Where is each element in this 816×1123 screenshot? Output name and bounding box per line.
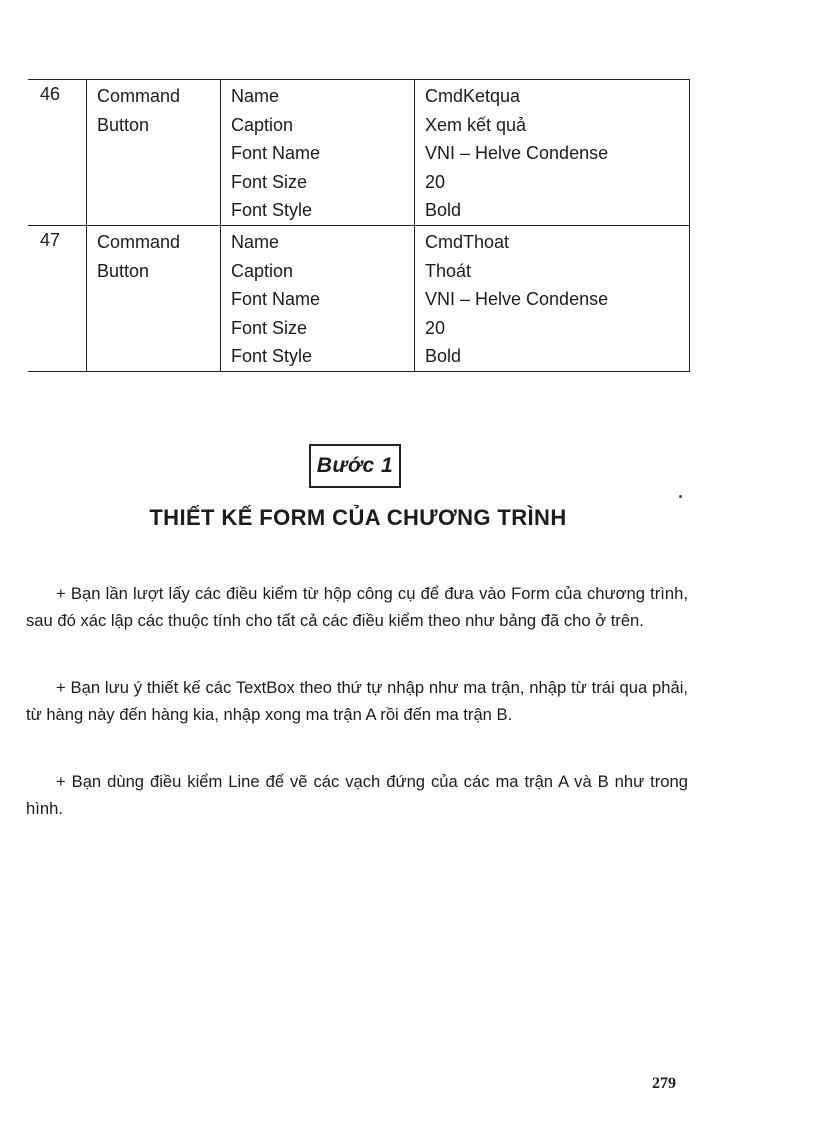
control-type-line: Command (97, 86, 181, 106)
scan-dot (679, 495, 682, 498)
property-value: VNI – Helve Condense (425, 143, 609, 164)
properties-table (28, 79, 690, 372)
property-values (415, 80, 690, 226)
property-value: Thoát (425, 260, 472, 281)
property-name: Font Size (231, 171, 308, 192)
property-names (221, 80, 415, 226)
property-names (221, 225, 415, 371)
property-value: 20 (425, 317, 446, 338)
property-value: VNI – Helve Condense (425, 289, 609, 310)
property-values (415, 225, 690, 371)
row-number: 47 (28, 225, 87, 371)
property-name: Font Size (231, 317, 308, 338)
property-value: Xem kết quả (425, 114, 527, 135)
property-value: 20 (425, 171, 446, 192)
control-type-line: Button (97, 260, 150, 281)
paragraph-text: + Bạn lưu ý thiết kế các TextBox theo thứ tự nhập như ma trận, nhập từ trái qua phải, từ hàng này đến hàng kia, nhập xong ma trận A rồi đến ma trận B. (26, 678, 688, 724)
paragraph-text: + Bạn lần lượt lấy các điều kiểm từ hộp công cụ để đưa vào Form của chương trình, sau đó xác lập các thuộc tính cho tất cả các điều kiểm theo như bảng đã cho ở trên. (26, 584, 688, 630)
section-title: THIẾT KẾ FORM CỦA CHƯƠNG TRÌNH (149, 505, 567, 530)
step-label-box (309, 444, 401, 488)
paragraph (26, 581, 688, 634)
step-label: Bước 1 (316, 454, 394, 477)
table-row (28, 225, 690, 371)
page-number: 279 (652, 1075, 676, 1092)
property-name: Name (231, 86, 280, 106)
control-type-line: Button (97, 114, 150, 135)
paragraph (26, 675, 688, 728)
property-value: CmdThoat (425, 231, 510, 252)
property-name: Name (231, 231, 280, 252)
paragraph (26, 769, 688, 822)
property-name: Font Style (231, 346, 313, 367)
table-row (28, 80, 690, 226)
row-number: 46 (28, 80, 87, 226)
control-type (87, 80, 221, 226)
paragraph-text: + Bạn dùng điều kiểm Line để vẽ các vạch đứng của các ma trận A và B như trong hình. (26, 772, 688, 818)
property-name: Font Name (231, 143, 321, 164)
control-type (87, 225, 221, 371)
property-name: Font Name (231, 289, 321, 310)
property-value: Bold (425, 346, 462, 367)
property-name: Caption (231, 260, 294, 281)
property-name: Caption (231, 114, 294, 135)
property-value: CmdKetqua (425, 86, 521, 106)
property-value: Bold (425, 200, 462, 221)
control-type-line: Command (97, 231, 181, 252)
property-name: Font Style (231, 200, 313, 221)
